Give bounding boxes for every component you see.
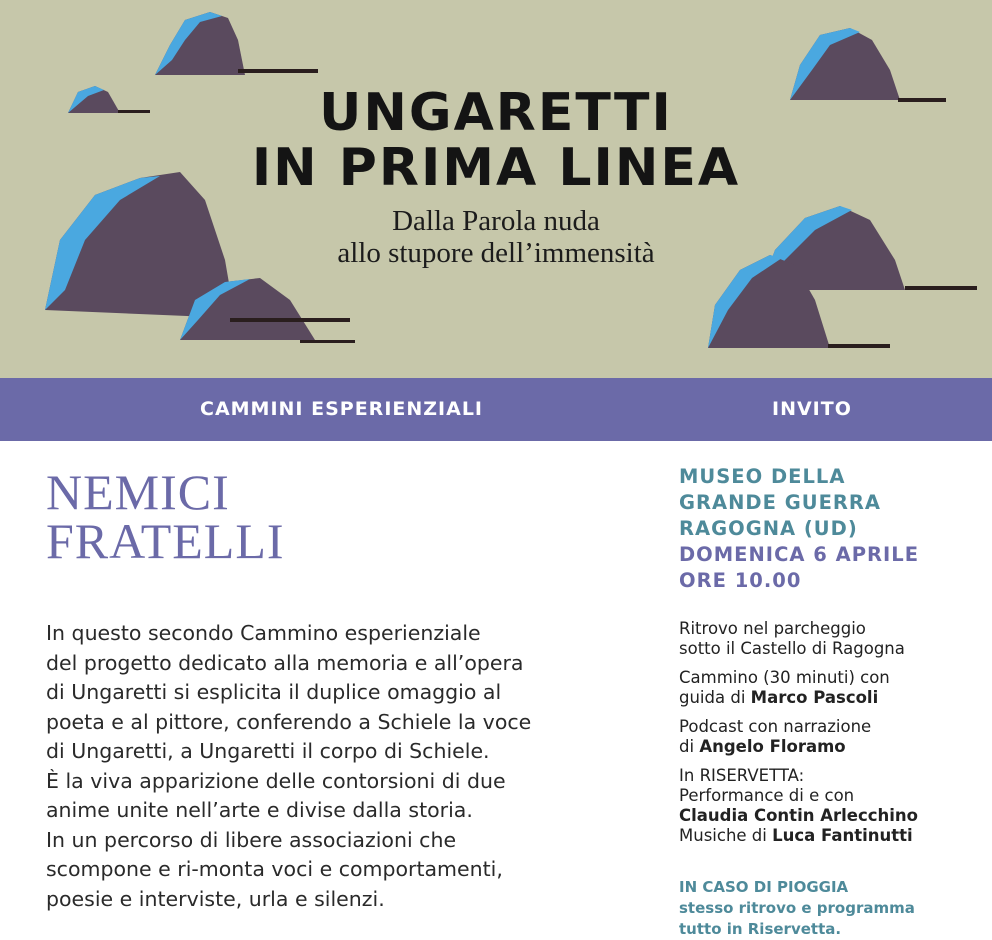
- description-line: poesie e interviste, urla e silenzi.: [46, 886, 385, 911]
- event-time: ORE 10.00: [679, 569, 802, 592]
- riservetta-line1: In RISERVETTA:: [679, 766, 805, 785]
- event-title-line1: NEMICI: [46, 464, 230, 520]
- description-line: di Ungaretti si esplicita il duplice omaggio al: [46, 680, 502, 704]
- podcast-narrator: Angelo Floramo: [699, 737, 846, 756]
- description-line: scompone e ri-monta voci e comportamenti,: [46, 857, 503, 881]
- walk-line2: [679, 688, 984, 708]
- podcast-block: [679, 717, 984, 757]
- rain-line2: stesso ritrovo e programma: [679, 899, 915, 917]
- venue-block: [679, 464, 919, 594]
- rain-line3: tutto in Riservetta.: [679, 920, 842, 938]
- rain-notice: [679, 877, 915, 940]
- main-title-line1: UNGARETTI: [319, 83, 673, 143]
- description-line: del progetto dedicato alla memoria e all’opera: [46, 650, 524, 675]
- walk-guide: Marco Pascoli: [750, 688, 879, 707]
- rain-line1: IN CASO DI PIOGGIA: [679, 878, 849, 896]
- meeting-line2: sotto il Castello di Ragogna: [679, 639, 905, 658]
- music-line: [679, 826, 984, 846]
- description-line: È la viva apparizione delle contorsioni di due: [46, 768, 506, 793]
- walk-line1: Cammino (30 minuti) con: [679, 668, 890, 687]
- podcast-prefix: di: [679, 737, 700, 756]
- riservetta-line2: Performance di e con: [679, 786, 855, 805]
- description-line: In un percorso di libere associazioni che: [46, 827, 457, 852]
- venue-line3: RAGOGNA (UD): [679, 517, 858, 540]
- event-title-line2: FRATELLI: [46, 513, 285, 569]
- description-line: poeta e al pittore, conferendo a Schiele la voce: [46, 709, 532, 734]
- meeting-block: [679, 619, 984, 659]
- walk-prefix: guida di: [679, 688, 751, 707]
- musician-name: Luca Fantinutti: [772, 826, 913, 845]
- invite-label: INVITO: [772, 398, 852, 420]
- performer-line: [679, 806, 984, 826]
- description-line: di Ungaretti, a Ungaretti il corpo di Schiele.: [46, 739, 490, 763]
- category-label: CAMMINI ESPERIENZIALI: [200, 398, 483, 420]
- meeting-line1: Ritrovo nel parcheggio: [679, 619, 866, 638]
- music-prefix: Musiche di: [679, 826, 773, 845]
- category-band: [0, 378, 992, 441]
- podcast-line1: Podcast con narrazione: [679, 717, 872, 736]
- description-line: In questo secondo Cammino esperienziale: [46, 621, 481, 645]
- walk-block: [679, 668, 984, 708]
- subtitle-line1: Dalla Parola nuda: [392, 205, 600, 237]
- hero-illustration: [0, 0, 992, 378]
- venue-line2: GRANDE GUERRA: [679, 491, 882, 514]
- venue-line1: MUSEO DELLA: [679, 465, 846, 488]
- riservetta-block: [679, 766, 984, 846]
- event-description: [46, 619, 606, 914]
- event-date: DOMENICA 6 APRILE: [679, 543, 920, 566]
- rock-top-left: [155, 12, 318, 75]
- description-line: anime unite nell’arte e divise dalla storia.: [46, 798, 473, 822]
- subtitle-line2: allo stupore dell’immensità: [337, 237, 655, 269]
- performer-name: Claudia Contin Arlecchino: [679, 806, 919, 825]
- program-info: [679, 619, 984, 855]
- podcast-line2: [679, 737, 984, 757]
- main-title-line2: IN PRIMA LINEA: [251, 138, 741, 198]
